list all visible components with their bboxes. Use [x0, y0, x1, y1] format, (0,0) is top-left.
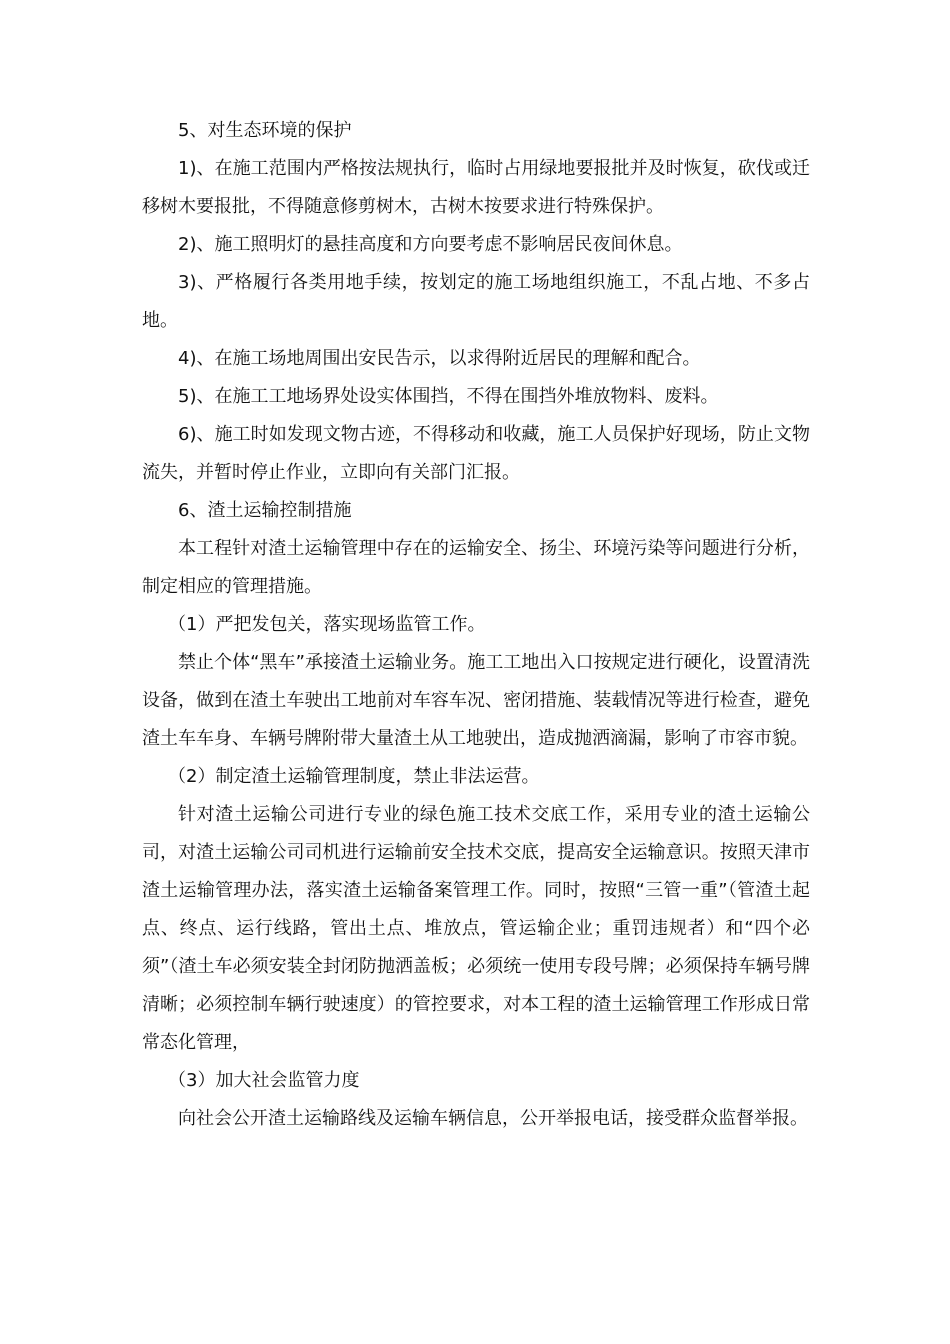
section-heading-muck-transport: 6、渣土运输控制措施 — [178, 500, 352, 521]
subheading-3: （3）加大社会监管力度 — [168, 1070, 360, 1091]
paragraph-item-5: 5)、在施工工地场界处设实体围挡，不得在围挡外堆放物料、废料。 — [178, 386, 719, 407]
paragraph-intro: 本工程针对渣土运输管理中存在的运输安全、扬尘、环境污染等问题进行分析，制定相应的管理措施。 — [142, 538, 810, 597]
subheading-2: （2）制定渣土运输管理制度，禁止非法运营。 — [168, 766, 540, 787]
paragraph-item-6: 6)、施工时如发现文物古迹，不得移动和收藏，施工人员保护好现场，防止文物流失，并暂时停止作业，立即向有关部门汇报。 — [142, 424, 810, 483]
paragraph-item-1: 1)、在施工范围内严格按法规执行，临时占用绿地要报批并及时恢复，砍伐或迁移树木要报批，不得随意修剪树木，古树木按要求进行特殊保护。 — [142, 158, 810, 217]
paragraph-item-4: 4)、在施工场地周围出安民告示，以求得附近居民的理解和配合。 — [178, 348, 701, 369]
paragraph-sub-1: 禁止个体“黑车”承接渣土运输业务。施工工地出入口按规定进行硬化，设置清洗设备，做到在渣土车驶出工地前对车容车况、密闭措施、装载情况等进行检查，避免渣土车车身、车辆号牌附带大量渣土从工地驶出，造成抛洒滴漏，影响了市容市貌。 — [142, 652, 810, 749]
paragraph-item-3: 3)、严格履行各类用地手续，按划定的施工场地组织施工，不乱占地、不多占地。 — [142, 272, 810, 331]
section-heading-ecology: 5、对生态环境的保护 — [178, 120, 352, 141]
paragraph-sub-2: 针对渣土运输公司进行专业的绿色施工技术交底工作，采用专业的渣土运输公司，对渣土运输公司司机进行运输前安全技术交底，提高安全运输意识。按照天津市渣土运输管理办法，落实渣土运输备案管理工作。同时，按照“三管一重”（管渣土起点、终点、运行线路，管出土点、堆放点，管运输企业；重罚违规者）和“四个必须”（渣土车必须安装全封闭防抛洒盖板；必须统一使用专段号牌；必须保持车辆号牌清晰；必须控制车辆行驶速度）的管控要求，对本工程的渣土运输管理工作形成日常常态化管理， — [142, 804, 810, 1053]
subheading-1: （1）严把发包关，落实现场监管工作。 — [168, 614, 486, 635]
paragraph-item-2: 2)、施工照明灯的悬挂高度和方向要考虑不影响居民夜间休息。 — [178, 234, 683, 255]
paragraph-sub-3: 向社会公开渣土运输路线及运输车辆信息，公开举报电话，接受群众监督举报。 — [178, 1108, 808, 1129]
document-body — [142, 112, 810, 1138]
